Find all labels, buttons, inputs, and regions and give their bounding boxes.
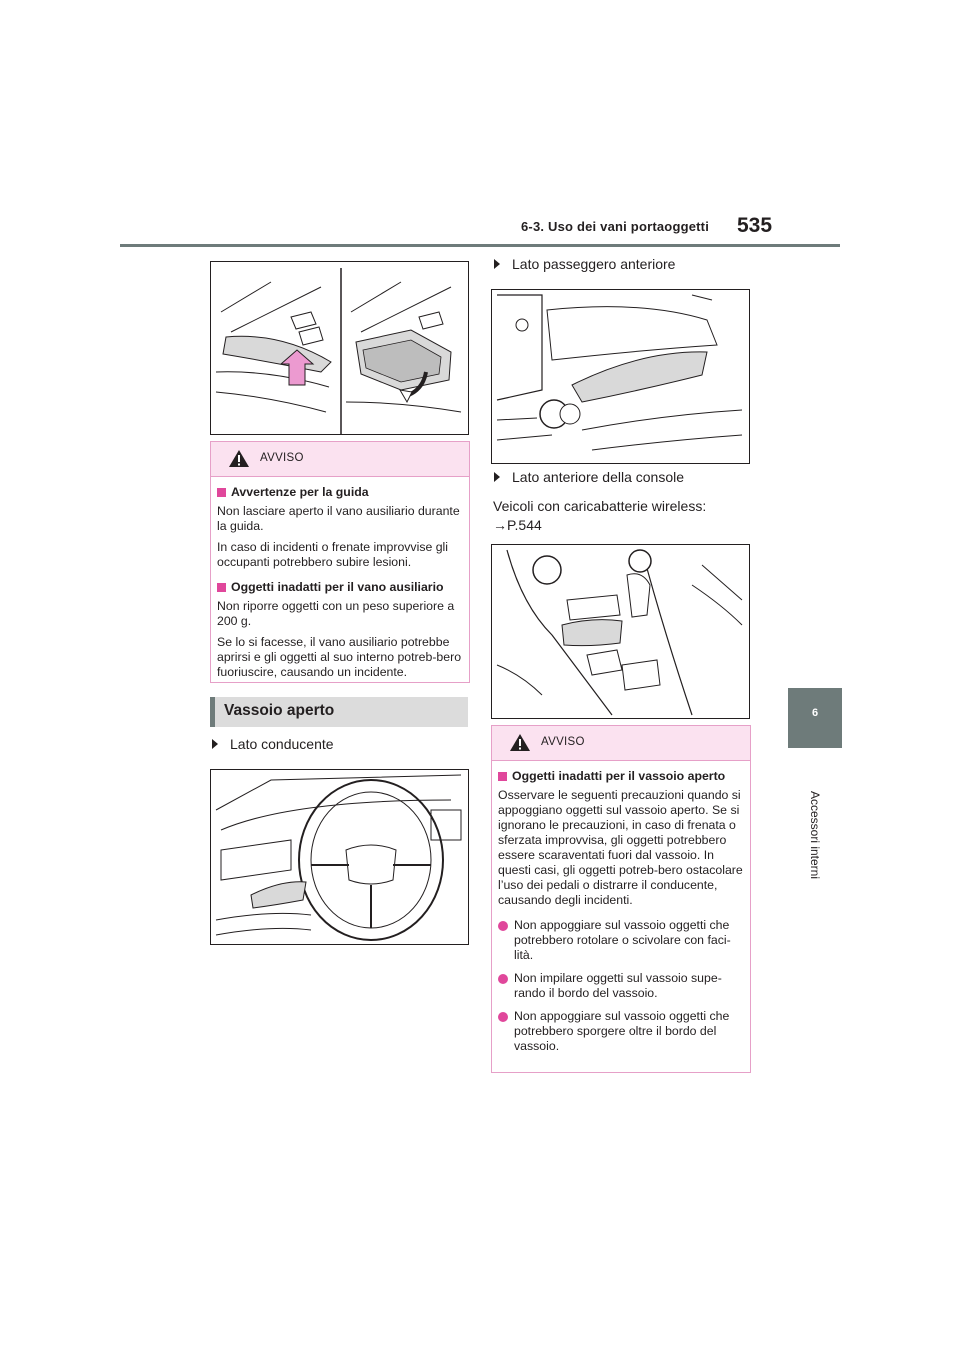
warning-body [211,477,469,692]
header-rule [120,244,840,247]
warning-bullet: Non impilare oggetti sul vassoio supe-rando il bordo del vassoio. [498,971,745,1001]
warning-bullet: Non appoggiare sul vassoio oggetti che potrebbero rotolare o scivolare con faci-lità. [498,918,745,963]
pink-square-bullet [217,583,226,592]
warning-box-2 [491,725,751,1073]
pink-dot-bullet [498,921,508,931]
warning-paragraph: Osservare le seguenti precauzioni quando si appoggiano oggetti sul vassoio aperto. Se si ignorano le precauzioni, in caso di frenata o sferzata improvvisa, gli oggetti potrebbero essere scaraventati fuori dal vassoio. In questi casi, gli oggetti potreb-bero ostacolare l’uso dei pedali o distrarre il conducente, causando degli incidenti. [498,788,743,907]
warning-triangle-icon [509,733,531,752]
warning-paragraph: Non lasciare aperto il vano ausiliario durante la guida. [217,504,460,533]
figure-front-passenger [491,289,750,464]
driver-dashboard-illustration [211,770,468,944]
figure-console-front [491,544,750,719]
warning-bullet: Non appoggiare sul vassoio oggetti che potrebbero sporgere oltre il bordo del vassoio. [498,1009,745,1054]
wireless-charger-text: Veicoli con caricabatterie wireless: [493,498,707,514]
list-item-front-passenger: Lato passeggero anteriore [494,256,675,272]
warning-box-1 [210,441,470,683]
arrow-right-icon [494,259,500,269]
list-item-console-front: Lato anteriore della console [494,469,684,485]
arrow-right-icon [494,472,500,482]
warning-triangle-icon [228,449,250,468]
chapter-title-vertical [782,770,848,900]
chapter-tab: 6 [788,688,842,748]
warning-header [211,442,469,477]
pink-dot-bullet [498,1012,508,1022]
warning-paragraph: Non riporre oggetti con un peso superiore a 200 g. [217,599,455,628]
page-number: 535 [737,214,773,237]
auxiliary-box-illustration [211,262,468,434]
warning-paragraph: In caso di incidenti o frenate improvvise gli occupanti potrebbero subire lesioni. [217,540,449,569]
section-title: Vassoio aperto [210,697,468,727]
figure-auxiliary-box [210,261,469,435]
passenger-dashboard-illustration [492,290,749,463]
figure-driver-side [210,769,469,945]
list-item-driver-side: Lato conducente [212,736,334,752]
section-header: 6-3. Uso dei vani portaoggetti [521,219,710,234]
chapter-title: Accessori interni [808,790,822,880]
warning-item-title: Oggetti inadatti per il vassoio aperto [498,769,745,784]
warning-item-title: Oggetti inadatti per il vano ausiliario [217,580,464,595]
arrow-right-icon [212,739,218,749]
page-reference-link[interactable]: →P.544 [493,517,542,533]
warning-header [492,726,750,761]
pink-dot-bullet [498,974,508,984]
console-illustration [492,545,749,718]
pink-square-bullet [498,772,507,781]
warning-label: AVVISO [260,452,304,464]
warning-paragraph: Se lo si facesse, il vano ausiliario potrebbe aprirsi e gli oggetti al suo interno potreb-bero fuoriuscire, causando un incidente. [217,635,462,679]
pink-square-bullet [217,488,226,497]
warning-item-title: Avvertenze per la guida [217,485,464,500]
warning-body [492,761,750,1068]
warning-label: AVVISO [541,736,585,748]
